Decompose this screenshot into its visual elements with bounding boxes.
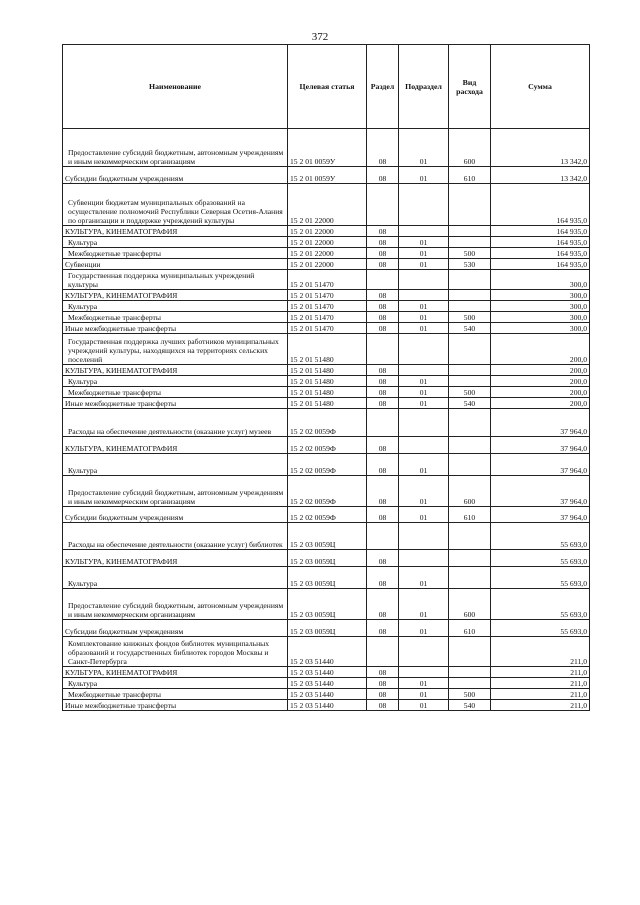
cell-kind: 600: [449, 589, 491, 620]
cell-name: КУЛЬТУРА, КИНЕМАТОГРАФИЯ: [63, 437, 288, 454]
cell-code: 15 2 01 51480: [288, 387, 367, 398]
header-kind: Вид расхода: [449, 45, 491, 129]
cell-kind: 600: [449, 129, 491, 167]
cell-sum: 200,0: [491, 376, 590, 387]
cell-name: КУЛЬТУРА, КИНЕМАТОГРАФИЯ: [63, 550, 288, 567]
cell-sum: 164 935,0: [491, 259, 590, 270]
cell-section: 08: [367, 226, 399, 237]
cell-code: 15 2 01 51470: [288, 312, 367, 323]
cell-name: Расходы на обеспечение деятельности (оказание услуг) библиотек: [63, 523, 288, 550]
table-row: [63, 476, 590, 507]
cell-section: [367, 637, 399, 667]
cell-name: Межбюджетные трансферты: [63, 312, 288, 323]
cell-section: 08: [367, 398, 399, 409]
table-row: [63, 678, 590, 689]
cell-sum: 55 693,0: [491, 589, 590, 620]
cell-subsection: [399, 334, 449, 365]
cell-section: 08: [367, 167, 399, 184]
cell-sum: 300,0: [491, 270, 590, 290]
cell-subsection: 01: [399, 620, 449, 637]
cell-section: 08: [367, 301, 399, 312]
cell-sum: 164 935,0: [491, 237, 590, 248]
cell-sum: 300,0: [491, 290, 590, 301]
cell-name: Государственная поддержка муниципальных учреждений культуры: [63, 270, 288, 290]
cell-code: 15 2 01 51480: [288, 334, 367, 365]
cell-subsection: [399, 437, 449, 454]
cell-sum: 37 964,0: [491, 437, 590, 454]
cell-subsection: [399, 637, 449, 667]
table-row: [63, 667, 590, 678]
cell-name: Комплектование книжных фондов библиотек муниципальных образований и государственных библиотек городов Москвы и Санкт-Петербурга: [63, 637, 288, 667]
cell-kind: [449, 290, 491, 301]
cell-code: 15 2 03 51440: [288, 678, 367, 689]
cell-code: 15 2 01 22000: [288, 226, 367, 237]
cell-code: 15 2 01 22000: [288, 248, 367, 259]
cell-section: 08: [367, 689, 399, 700]
cell-subsection: 01: [399, 248, 449, 259]
cell-section: 08: [367, 376, 399, 387]
cell-kind: [449, 523, 491, 550]
cell-name: Иные межбюджетные трансферты: [63, 700, 288, 711]
cell-subsection: 01: [399, 301, 449, 312]
cell-code: 15 2 01 51480: [288, 365, 367, 376]
cell-code: 15 2 02 0059Ф: [288, 507, 367, 523]
cell-section: [367, 334, 399, 365]
cell-subsection: 01: [399, 259, 449, 270]
cell-name: Субсидии бюджетным учреждениям: [63, 167, 288, 184]
header-subsection: Подраздел: [399, 45, 449, 129]
cell-kind: [449, 637, 491, 667]
cell-subsection: [399, 550, 449, 567]
cell-code: 15 2 01 22000: [288, 184, 367, 226]
cell-subsection: 01: [399, 689, 449, 700]
cell-code: 15 2 01 0059У: [288, 167, 367, 184]
cell-subsection: 01: [399, 507, 449, 523]
cell-name: Субсидии бюджетным учреждениям: [63, 507, 288, 523]
table-row: [63, 312, 590, 323]
cell-name: Субвенции: [63, 259, 288, 270]
table-row: [63, 334, 590, 365]
cell-kind: [449, 550, 491, 567]
cell-name: Культура: [63, 376, 288, 387]
cell-sum: 200,0: [491, 365, 590, 376]
cell-kind: [449, 678, 491, 689]
table-row: [63, 226, 590, 237]
cell-kind: [449, 365, 491, 376]
cell-subsection: [399, 184, 449, 226]
header-section: Раздел: [367, 45, 399, 129]
cell-section: 08: [367, 290, 399, 301]
cell-code: 15 2 01 22000: [288, 259, 367, 270]
cell-kind: 500: [449, 312, 491, 323]
cell-sum: 164 935,0: [491, 184, 590, 226]
cell-name: КУЛЬТУРА, КИНЕМАТОГРАФИЯ: [63, 667, 288, 678]
cell-section: 08: [367, 437, 399, 454]
cell-section: 08: [367, 507, 399, 523]
cell-name: КУЛЬТУРА, КИНЕМАТОГРАФИЯ: [63, 226, 288, 237]
table-row: [63, 376, 590, 387]
cell-kind: 500: [449, 689, 491, 700]
cell-code: 15 2 01 0059У: [288, 129, 367, 167]
table-row: [63, 248, 590, 259]
header-sum: Сумма: [491, 45, 590, 129]
cell-code: 15 2 03 0059Ц: [288, 567, 367, 589]
header-name: Наименование: [63, 45, 288, 129]
cell-kind: [449, 454, 491, 476]
table-row: [63, 454, 590, 476]
cell-kind: [449, 567, 491, 589]
cell-code: 15 2 02 0059Ф: [288, 476, 367, 507]
cell-sum: 37 964,0: [491, 454, 590, 476]
cell-section: 08: [367, 454, 399, 476]
cell-section: 08: [367, 365, 399, 376]
cell-name: Субвенции бюджетам муниципальных образований на осуществление полномочий Республики Северная Осетия-Алания по организации и поддержке учреждений культуры: [63, 184, 288, 226]
cell-section: 08: [367, 678, 399, 689]
cell-section: 08: [367, 550, 399, 567]
cell-name: Культура: [63, 678, 288, 689]
budget-table: [62, 44, 590, 711]
cell-code: 15 2 03 0059Ц: [288, 523, 367, 550]
table-row: [63, 637, 590, 667]
cell-code: 15 2 03 0059Ц: [288, 550, 367, 567]
cell-name: Предоставление субсидий бюджетным, автономным учреждениям и иным некоммерческим организациям: [63, 476, 288, 507]
table-row: [63, 409, 590, 437]
header-code: Целевая статья: [288, 45, 367, 129]
cell-subsection: 01: [399, 376, 449, 387]
cell-sum: 211,0: [491, 637, 590, 667]
cell-subsection: 01: [399, 167, 449, 184]
table-row: [63, 620, 590, 637]
table-row: [63, 523, 590, 550]
cell-subsection: 01: [399, 237, 449, 248]
cell-code: 15 2 01 51470: [288, 301, 367, 312]
cell-sum: 13 342,0: [491, 129, 590, 167]
cell-sum: 200,0: [491, 398, 590, 409]
cell-sum: 37 964,0: [491, 409, 590, 437]
cell-subsection: [399, 226, 449, 237]
cell-subsection: 01: [399, 129, 449, 167]
cell-sum: 300,0: [491, 301, 590, 312]
cell-subsection: 01: [399, 454, 449, 476]
cell-kind: 540: [449, 323, 491, 334]
cell-kind: [449, 237, 491, 248]
cell-section: [367, 270, 399, 290]
cell-code: 15 2 03 51440: [288, 667, 367, 678]
cell-subsection: 01: [399, 323, 449, 334]
cell-subsection: 01: [399, 567, 449, 589]
table-row: [63, 700, 590, 711]
table-row: [63, 323, 590, 334]
table-row: [63, 129, 590, 167]
cell-sum: 13 342,0: [491, 167, 590, 184]
cell-section: 08: [367, 248, 399, 259]
cell-sum: 300,0: [491, 323, 590, 334]
cell-code: 15 2 01 51470: [288, 290, 367, 301]
cell-code: 15 2 03 51440: [288, 637, 367, 667]
table-row: [63, 387, 590, 398]
cell-sum: 55 693,0: [491, 523, 590, 550]
cell-kind: 600: [449, 476, 491, 507]
cell-kind: 610: [449, 620, 491, 637]
cell-kind: [449, 184, 491, 226]
table-row: [63, 689, 590, 700]
cell-sum: 37 964,0: [491, 507, 590, 523]
cell-subsection: [399, 523, 449, 550]
cell-subsection: [399, 667, 449, 678]
cell-section: 08: [367, 259, 399, 270]
cell-name: Культура: [63, 301, 288, 312]
cell-kind: 540: [449, 700, 491, 711]
cell-subsection: 01: [399, 589, 449, 620]
cell-section: 08: [367, 567, 399, 589]
table-row: [63, 237, 590, 248]
cell-name: Культура: [63, 237, 288, 248]
cell-kind: [449, 270, 491, 290]
cell-name: Расходы на обеспечение деятельности (оказание услуг) музеев: [63, 409, 288, 437]
cell-sum: 55 693,0: [491, 567, 590, 589]
table-row: [63, 259, 590, 270]
cell-section: [367, 523, 399, 550]
cell-sum: 164 935,0: [491, 226, 590, 237]
cell-section: 08: [367, 620, 399, 637]
cell-sum: 200,0: [491, 334, 590, 365]
table-row: [63, 507, 590, 523]
cell-sum: 211,0: [491, 667, 590, 678]
cell-code: 15 2 02 0059Ф: [288, 454, 367, 476]
table-row: [63, 270, 590, 290]
table-row: [63, 290, 590, 301]
cell-subsection: 01: [399, 312, 449, 323]
cell-name: Предоставление субсидий бюджетным, автономным учреждениям и иным некоммерческим организациям: [63, 589, 288, 620]
table-row: [63, 567, 590, 589]
cell-kind: 500: [449, 387, 491, 398]
cell-code: 15 2 03 51440: [288, 689, 367, 700]
cell-name: Межбюджетные трансферты: [63, 689, 288, 700]
cell-name: КУЛЬТУРА, КИНЕМАТОГРАФИЯ: [63, 290, 288, 301]
table-row: [63, 301, 590, 312]
cell-kind: 540: [449, 398, 491, 409]
cell-kind: [449, 334, 491, 365]
cell-kind: 610: [449, 507, 491, 523]
cell-sum: 211,0: [491, 700, 590, 711]
cell-subsection: [399, 365, 449, 376]
cell-code: 15 2 01 51480: [288, 376, 367, 387]
cell-name: Государственная поддержка лучших работников муниципальных учреждений культуры, находящихся на территориях сельских поселений: [63, 334, 288, 365]
cell-subsection: 01: [399, 387, 449, 398]
cell-code: 15 2 02 0059Ф: [288, 409, 367, 437]
cell-sum: 164 935,0: [491, 248, 590, 259]
cell-section: 08: [367, 312, 399, 323]
cell-code: 15 2 03 51440: [288, 700, 367, 711]
cell-name: КУЛЬТУРА, КИНЕМАТОГРАФИЯ: [63, 365, 288, 376]
cell-section: [367, 409, 399, 437]
table-body: [63, 129, 590, 711]
cell-kind: [449, 301, 491, 312]
cell-code: 15 2 03 0059Ц: [288, 620, 367, 637]
cell-name: Иные межбюджетные трансферты: [63, 323, 288, 334]
cell-sum: 55 693,0: [491, 620, 590, 637]
cell-name: Межбюджетные трансферты: [63, 387, 288, 398]
cell-kind: 530: [449, 259, 491, 270]
cell-sum: 37 964,0: [491, 476, 590, 507]
table-row: [63, 398, 590, 409]
cell-section: 08: [367, 237, 399, 248]
cell-code: 15 2 01 51470: [288, 270, 367, 290]
cell-section: 08: [367, 589, 399, 620]
table-row: [63, 365, 590, 376]
cell-kind: [449, 667, 491, 678]
cell-sum: 211,0: [491, 689, 590, 700]
cell-name: Межбюджетные трансферты: [63, 248, 288, 259]
cell-subsection: 01: [399, 678, 449, 689]
cell-subsection: 01: [399, 398, 449, 409]
cell-kind: [449, 226, 491, 237]
cell-kind: [449, 437, 491, 454]
cell-code: 15 2 01 51470: [288, 323, 367, 334]
table-header-row: [63, 45, 590, 129]
cell-name: Субсидии бюджетным учреждениям: [63, 620, 288, 637]
cell-sum: 211,0: [491, 678, 590, 689]
cell-kind: [449, 409, 491, 437]
cell-subsection: [399, 270, 449, 290]
table-row: [63, 184, 590, 226]
table-row: [63, 589, 590, 620]
cell-code: 15 2 01 22000: [288, 237, 367, 248]
cell-subsection: [399, 290, 449, 301]
cell-kind: 500: [449, 248, 491, 259]
table-row: [63, 550, 590, 567]
cell-kind: 610: [449, 167, 491, 184]
cell-code: 15 2 02 0059Ф: [288, 437, 367, 454]
cell-subsection: 01: [399, 476, 449, 507]
cell-name: Культура: [63, 454, 288, 476]
cell-section: 08: [367, 129, 399, 167]
cell-name: Предоставление субсидий бюджетным, автономным учреждениям и иным некоммерческим организациям: [63, 129, 288, 167]
cell-code: 15 2 01 51480: [288, 398, 367, 409]
cell-section: 08: [367, 387, 399, 398]
cell-section: 08: [367, 667, 399, 678]
cell-name: Иные межбюджетные трансферты: [63, 398, 288, 409]
cell-subsection: 01: [399, 700, 449, 711]
cell-name: Культура: [63, 567, 288, 589]
cell-section: 08: [367, 476, 399, 507]
cell-section: 08: [367, 700, 399, 711]
cell-sum: 55 693,0: [491, 550, 590, 567]
table-row: [63, 437, 590, 454]
cell-code: 15 2 03 0059Ц: [288, 589, 367, 620]
cell-sum: 200,0: [491, 387, 590, 398]
cell-sum: 300,0: [491, 312, 590, 323]
cell-kind: [449, 376, 491, 387]
table-row: [63, 167, 590, 184]
page-number: 372: [311, 31, 329, 43]
cell-subsection: [399, 409, 449, 437]
cell-section: [367, 184, 399, 226]
cell-section: 08: [367, 323, 399, 334]
